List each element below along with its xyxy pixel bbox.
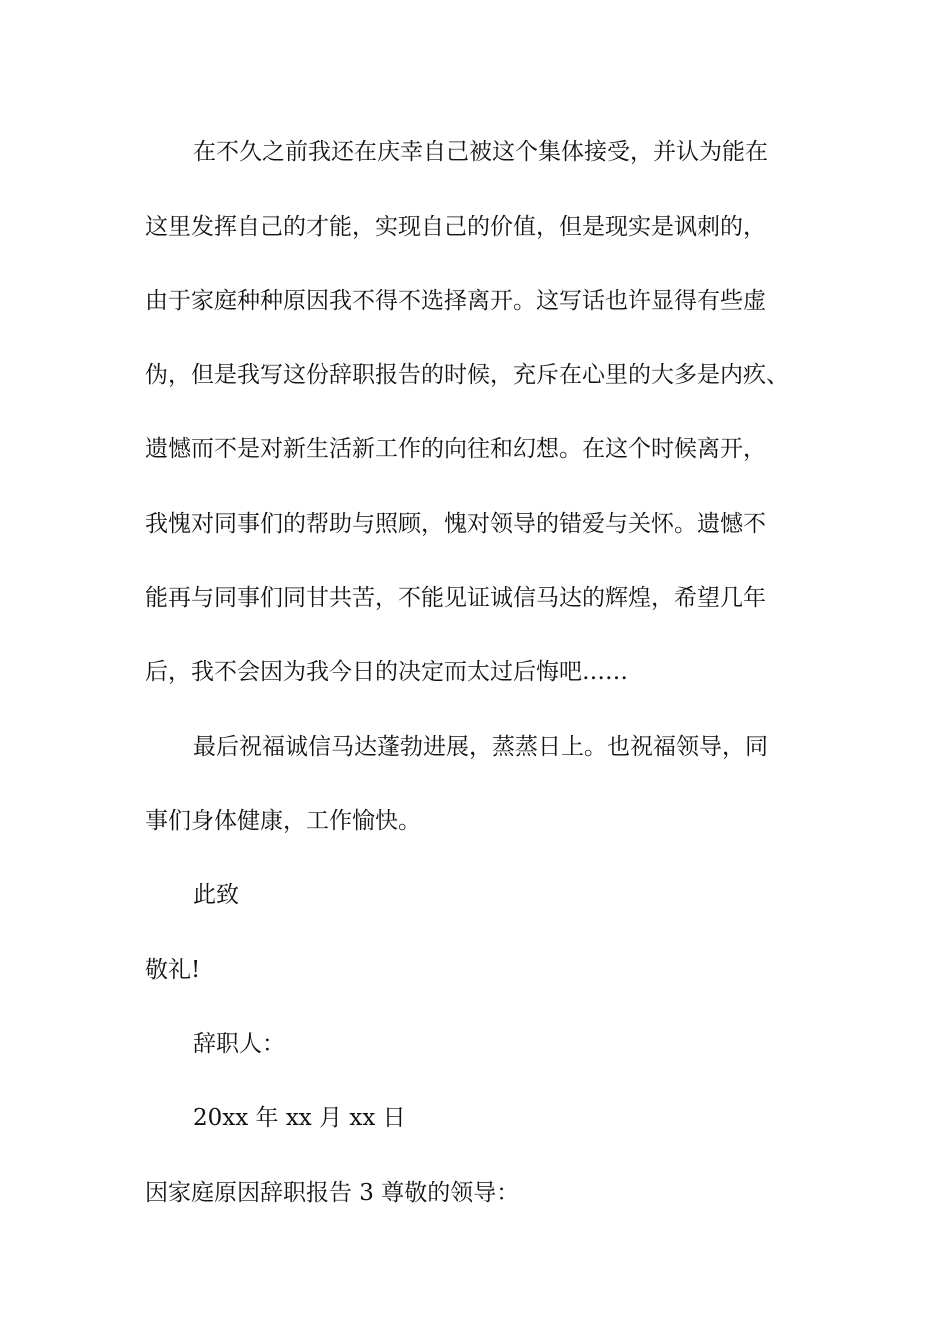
paragraph-line: 由于家庭种种原因我不得不选择离开。这写话也许显得有些虚	[145, 288, 766, 314]
next-section-heading: 因家庭原因辞职报告 3 尊敬的领导：	[145, 1180, 520, 1206]
paragraph-line: 能再与同事们同甘共苦，不能见证诚信马达的辉煌，希望几年	[145, 585, 766, 611]
signature-label: 辞职人：	[193, 1031, 285, 1057]
paragraph-line: 这里发挥自己的才能，实现自己的价值，但是现实是讽刺的，	[145, 214, 766, 240]
closing-salutation: 此致	[193, 882, 239, 908]
date-line: 20xx 年 xx 月 xx 日	[193, 1105, 406, 1131]
paragraph-line: 最后祝福诚信马达蓬勃进展，蒸蒸日上。也祝福领导，同	[193, 734, 768, 760]
closing-regards: 敬礼!	[145, 957, 201, 983]
paragraph-line: 伪，但是我写这份辞职报告的时候，充斥在心里的大多是内疚、	[145, 362, 789, 388]
paragraph-line: 后，我不会因为我今日的决定而太过后悔吧……	[145, 659, 628, 685]
paragraph-line: 事们身体健康，工作愉快。	[145, 808, 421, 834]
paragraph-line: 在不久之前我还在庆幸自己被这个集体接受，并认为能在	[193, 139, 768, 165]
paragraph-line: 我愧对同事们的帮助与照顾，愧对领导的错爱与关怀。遗憾不	[145, 511, 766, 537]
paragraph-line: 遗憾而不是对新生活新工作的向往和幻想。在这个时候离开，	[145, 436, 766, 462]
